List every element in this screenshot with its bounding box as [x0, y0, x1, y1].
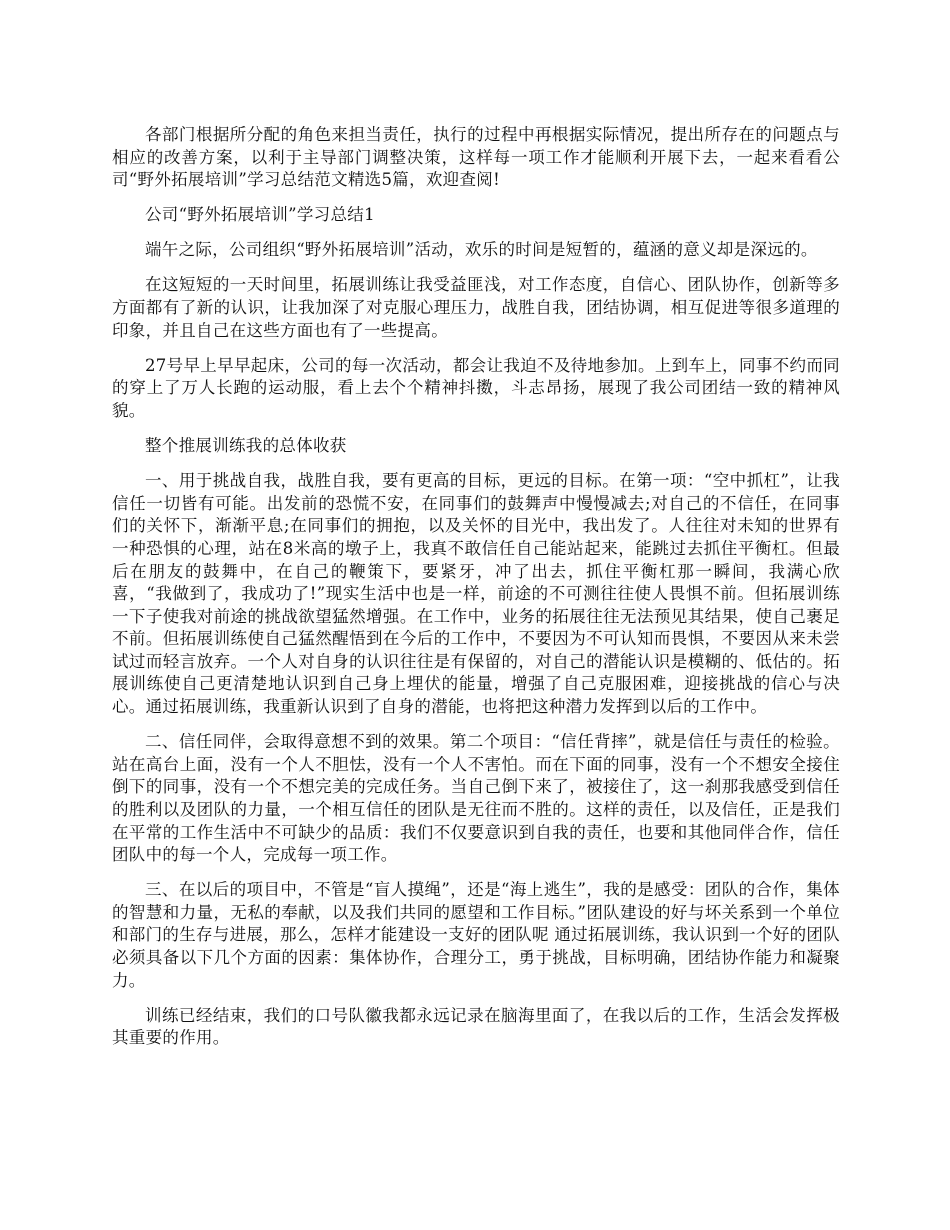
paragraph-27th: 27号早上早早起床，公司的每一次活动，都会让我迫不及待地参加。上到车上，同事不约而同的穿上了万人长跑的运动服，看上去个个精神抖擞，斗志昂扬，展现了我公司团结一致的精神风貌。	[112, 355, 840, 420]
document-body	[112, 124, 840, 1062]
paragraph-closing: 训练已经结束，我们的口号队徽我都永远记录在脑海里面了，在我以后的工作，生活会发挥极其重要的作用。	[112, 1005, 840, 1048]
paragraph-point-three: 三、在以后的项目中，不管是“盲人摸绳”，还是“海上逃生”，我的是感受：团队的合作，集体的智慧和力量，无私的奉献，以及我们共同的愿望和工作目标。”团队建设的好与坏关系到一个单位和部门的生存与进展，那么，怎样才能建设一支好的团队呢 通过拓展训练，我认识到一个好的团队必须具备以下几个方面的因素：集体协作，合理分工，勇于挑战，目标明确，团结协作能力和凝聚力。	[112, 880, 840, 990]
paragraph-one-day: 在这短短的一天时间里，拓展训练让我受益匪浅，对工作态度，自信心、团队协作，创新等多方面都有了新的认识，让我加深了对克服心理压力，战胜自我，团结协调，相互促进等很多道理的印象，并且自己在这些方面也有了一些提高。	[112, 275, 840, 340]
subheading-overall-gains: 整个推展训练我的总体收获	[145, 436, 347, 456]
intro-paragraph: 各部门根据所分配的角色来担当责任，执行的过程中再根据实际情况，提出所存在的问题点与相应的改善方案，以利于主导部门调整决策，这样每一项工作才能顺利开展下去，一起来看看公司“野外拓展培训”学习总结范文精选5篇，欢迎查阅!	[112, 125, 840, 190]
paragraph-duanwu: 端午之际，公司组织“野外拓展培训”活动，欢乐的时间是短暂的，蕴涵的意义却是深远的。	[145, 240, 818, 260]
paragraph-point-one: 一、用于挑战自我，战胜自我，要有更高的目标，更远的目标。在第一项：“空中抓杠”，让我信任一切皆有可能。出发前的恐慌不安，在同事们的鼓舞声中慢慢减去;对自己的不信任，在同事们的关怀下，渐渐平息;在同事们的拥抱，以及关怀的目光中，我出发了。人往往对未知的世界有一种恐惧的心理，站在8米高的墩子上，我真不敢信任自己能站起来，能跳过去抓住平衡杠。但最后在朋友的鼓舞中，在自己的鞭策下，要紧牙，冲了出去，抓住平衡杠那一瞬间，我满心欣喜，“我做到了，我成功了!”现实生活中也是一样，前途的不可测往往使人畏惧不前。但拓展训练一下子使我对前途的挑战欲望猛然增强。在工作中，业务的拓展往往无法预见其结果，使自己裹足不前。但拓展训练使自己猛然醒悟到在今后的工作中，不要因为不可认知而畏惧，不要因从来未尝试过而轻言放弃。一个人对自身的认识往往是有保留的，对自己的潜能认识是模糊的、低估的。拓展训练使自己更清楚地认识到自己身上埋伏的能量，增强了自己克服困难，迎接挑战的信心与决心。通过拓展训练，我重新认识到了自身的潜能，也将把这种潜力发挥到以后的工作中。	[112, 471, 840, 717]
section-title: 公司“野外拓展培训”学习总结1	[145, 205, 375, 225]
paragraph-point-two: 二、信任同伴，会取得意想不到的效果。第二个项目：“信任背摔”，就是信任与责任的检验。站在高台上面，没有一个人不胆怯，没有一个人不害怕。而在下面的同事，没有一个不想安全接住倒下的同事，没有一个不想完美的完成任务。当自己倒下来了，被接住了，这一刹那我感受到信任的胜利以及团队的力量，一个相互信任的团队是无往而不胜的。这样的责任，以及信任，正是我们在平常的工作生活中不可缺少的品质：我们不仅要意识到自我的责任，也要和其他同伴合作，信任团队中的每一个人，完成每一项工作。	[112, 732, 840, 865]
